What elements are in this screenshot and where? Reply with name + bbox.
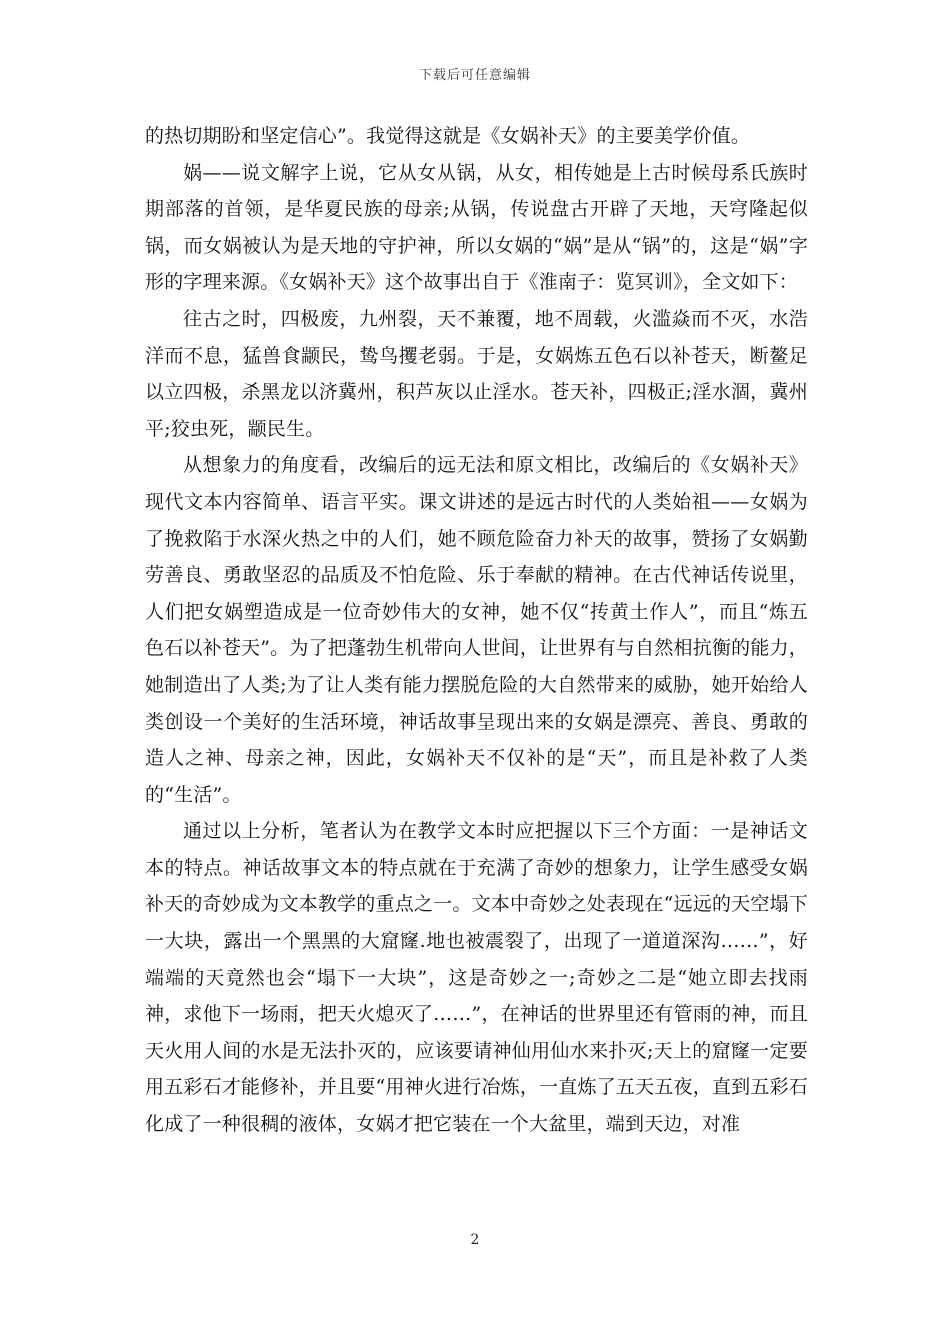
paragraph-1: 的热切期盼和坚定信心”。我觉得这就是《女娲补天》的主要美学价值。 xyxy=(145,125,751,147)
document-body xyxy=(145,118,808,1143)
paragraph-2: 娲——说文解字上说，它从女从锅，从女，相传她是上古时候母系氏族时期部落的首领，是华夏民族的母亲;从锅，传说盘古开辟了天地，天穹隆起似锅，而女娲被认为是天地的守护神，所以女娲的“娲”是从“锅”的，这是“娲”字形的字理来源。《女娲补天》这个故事出自于《淮南子：览冥训》，全文如下： xyxy=(145,161,808,294)
paragraph-5: 通过以上分析，笔者认为在教学文本时应把握以下三个方面：一是神话文本的特点。神话故事文本的特点就在于充满了奇妙的想象力，让学生感受女娲补天的奇妙成为文本教学的重点之一。文本中奇妙之处表现在“远远的天空塌下一大块，露出一个黑黑的大窟窿.地也被震裂了，出现了一道道深沟……”，好端端的天竟然也会“塌下一大块”，这是奇妙之一;奇妙之二是“她立即去找雨神，求他下一场雨，把天火熄灭了……”，在神话的世界里还有管雨的神，而且天火用人间的水是无法扑灭的，应该要请神仙用仙水来扑灭;天上的窟窿一定要用五彩石才能修补，并且要“用神火进行冶炼，一直炼了五天五夜，直到五彩石化成了一种很稠的液体，女娲才把它装在一个大盆里，端到天边，对准 xyxy=(145,820,808,1136)
paragraph-4: 从想象力的角度看，改编后的远无法和原文相比，改编后的《女娲补天》现代文本内容简单、语言平实。课文讲述的是远古时代的人类始祖——女娲为了挽救陷于水深火热之中的人们，她不顾危险奋力补天的故事，赞扬了女娲勤劳善良、勇敢坚忍的品质及不怕危险、乐于奉献的精神。在古代神话传说里，人们把女娲塑造成是一位奇妙伟大的女神，她不仅“抟黄土作人”，而且“炼五色石以补苍天”。为了把蓬勃生机带向人世间，让世界有与自然相抗衡的能力，她制造出了人类;为了让人类有能力摆脱危险的大自然带来的威胁，她开始给人类创设一个美好的生活环境，神话故事呈现出来的女娲是漂亮、善良、勇敢的造人之神、母亲之神，因此，女娲补天不仅补的是“天”，而且是补救了人类的“生活”。 xyxy=(145,454,808,806)
page-number: 2 xyxy=(470,1232,480,1248)
page-header: 下载后可任意编辑 xyxy=(418,68,531,83)
paragraph-3: 往古之时，四极废，九州裂，天不兼覆，地不周载，火滥焱而不灭，水浩洋而不息，猛兽食颛民，鸷鸟攫老弱。于是，女娲炼五色石以补苍天，断鳌足以立四极，杀黑龙以济冀州，积芦灰以止淫水。苍天补，四极正;淫水涸，冀州平;狡虫死，颛民生。 xyxy=(145,307,808,440)
